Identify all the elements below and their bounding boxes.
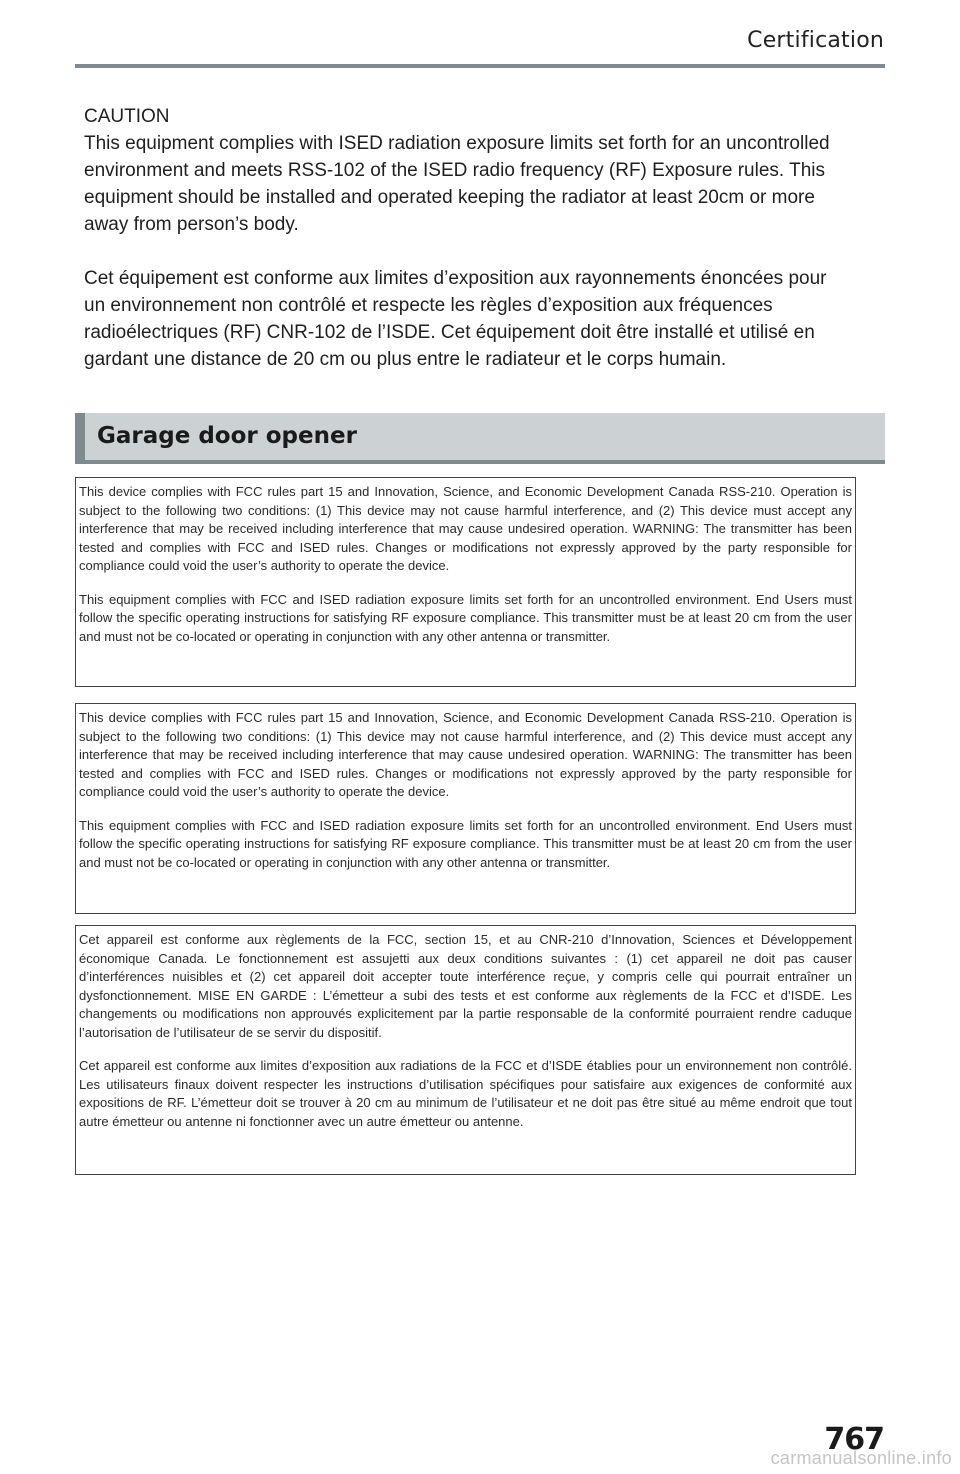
header-divider — [75, 64, 885, 68]
section-accent — [75, 413, 85, 460]
compliance-box-french-para-2: Cet appareil est conforme aux limites d’exposition aux radiations de la FCC et d’ISDE établies pour un environnement non contrôlé. Les utilisateurs finaux doivent respecter les instructions d’utilisation spécifiques pour satisfaire aux exigences de conformité aux expositions de RF. L’émetteur doit se trouver à 20 cm au minimum de l’utilisateur et ne doit pas être situé au même endroit que tout autre émetteur ou antenne ni fonctionner avec un autre émetteur ou antenne. — [79, 1058, 852, 1129]
page-header-title: Certification — [747, 28, 884, 53]
caution-heading: CAUTION — [84, 106, 170, 127]
compliance-box-2-para-1: This device complies with FCC rules part 15 and Innovation, Science, and Economic Development Canada RSS-210. Operation is subject to the following two conditions: (1) This device may not cause harmful interference, and (2) This device must accept any interference that may be received including interference that may cause undesired operation. WARNING: The transmitter has been tested and complies with FCC and ISED rules. Changes or modifications not expressly approved by the party responsible for compliance could void the user’s authority to operate the device. — [79, 710, 852, 799]
page-number: 767 — [824, 1422, 884, 1457]
compliance-box-1-para-1: This device complies with FCC rules part 15 and Innovation, Science, and Economic Development Canada RSS-210. Operation is subject to the following two conditions: (1) This device may not cause harmful interference, and (2) This device must accept any interference that may be received including interference that may cause undesired operation. WARNING: The transmitter has been tested and complies with FCC and ISED rules. Changes or modifications not expressly approved by the party responsible for compliance could void the user’s authority to operate the device. — [79, 484, 852, 573]
section-heading-bar — [75, 413, 885, 464]
compliance-box-2 — [75, 703, 856, 914]
compliance-box-french — [75, 925, 856, 1175]
section-title: Garage door opener — [97, 423, 357, 449]
watermark: carmanualsonline.info — [770, 1448, 952, 1468]
compliance-box-french-para-1: Cet appareil est conforme aux règlements de la FCC, section 15, et au CNR-210 d’Innovation, Sciences et Développement économique Canada. Le fonctionnement est assujetti aux deux conditions suivantes : (1) cet appareil ne doit pas causer d’interférences nuisibles et (2) cet appareil doit accepter toute interférence reçue, y compris celle qui pourrait entraîner un dysfonctionnement. MISE EN GARDE : L’émetteur a subi des tests et est conforme aux règlements de la FCC et d’ISDE. Les changements ou modifications non approuvés explicitement par la partie responsable de la conformité pourraient rendre caduque l’autorisation de l’utilisateur de se servir du dispositif. — [79, 932, 852, 1040]
compliance-box-1-para-2: This equipment complies with FCC and ISED radiation exposure limits set forth for an uncontrolled environment. End Users must follow the specific operating instructions for satisfying RF exposure compliance. This transmitter must be at least 20 cm from the user and must not be co-located or operating in conjunction with any other antenna or transmitter. — [79, 591, 852, 644]
compliance-box-1 — [75, 477, 856, 687]
caution-french-text: Cet équipement est conforme aux limites d’exposition aux rayonnements énoncées pour un environnement non contrôlé et respecte les règles d’exposition aux fréquences radioélectriques (RF) CNR-102 de l’ISDE. Cet équipement doit être installé et utilisé en gardant une distance de 20 cm ou plus entre le radiateur et le corps humain. — [84, 268, 827, 370]
compliance-box-2-para-2: This equipment complies with FCC and ISED radiation exposure limits set forth for an uncontrolled environment. End Users must follow the specific operating instructions for satisfying RF exposure compliance. This transmitter must be at least 20 cm from the user and must not be co-located or operating in conjunction with any other antenna or transmitter. — [79, 817, 852, 870]
caution-block — [84, 103, 844, 373]
caution-english-text: This equipment complies with ISED radiation exposure limits set forth for an uncontrolled environment and meets RSS-102 of the ISED radio frequency (RF) Exposure rules. This equipment should be installed and operated keeping the radiator at least 20cm or more away from person’s body. — [84, 133, 830, 235]
